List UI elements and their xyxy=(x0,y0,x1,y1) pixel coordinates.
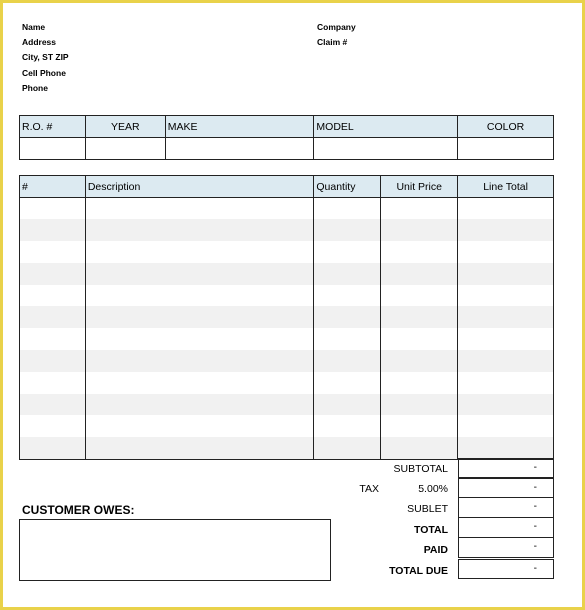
model-cell[interactable] xyxy=(314,138,458,160)
tax-label: TAX xyxy=(359,483,379,495)
item-number-header: # xyxy=(20,176,86,198)
make-cell[interactable] xyxy=(165,138,314,160)
table-row xyxy=(20,437,554,459)
unit-price-cell[interactable] xyxy=(381,198,458,220)
table-row xyxy=(20,350,554,372)
company-label: Company xyxy=(317,22,356,32)
line-items-table xyxy=(19,175,554,460)
total-due-label: TOTAL DUE xyxy=(389,565,448,577)
line-total-cell[interactable] xyxy=(458,350,554,372)
item-number-cell[interactable] xyxy=(20,350,86,372)
description-cell[interactable] xyxy=(85,372,314,394)
line-total-cell[interactable] xyxy=(458,394,554,416)
table-row xyxy=(20,263,554,285)
unit-price-cell[interactable] xyxy=(381,394,458,416)
table-row xyxy=(20,306,554,328)
unit-price-cell[interactable] xyxy=(381,219,458,241)
description-cell[interactable] xyxy=(85,350,314,372)
quantity-cell[interactable] xyxy=(314,372,381,394)
table-row xyxy=(20,198,554,220)
unit-price-header: Unit Price xyxy=(381,176,458,198)
description-cell[interactable] xyxy=(85,198,314,220)
tax-value: - xyxy=(458,478,554,498)
quantity-cell[interactable] xyxy=(314,415,381,437)
unit-price-cell[interactable] xyxy=(381,306,458,328)
paid-label: PAID xyxy=(423,544,448,556)
quantity-cell[interactable] xyxy=(314,241,381,263)
unit-price-cell[interactable] xyxy=(381,415,458,437)
unit-price-cell[interactable] xyxy=(381,263,458,285)
item-number-cell[interactable] xyxy=(20,263,86,285)
ro-number-cell[interactable] xyxy=(20,138,86,160)
item-number-cell[interactable] xyxy=(20,198,86,220)
model-header: MODEL xyxy=(314,116,458,138)
item-number-cell[interactable] xyxy=(20,437,86,459)
customer-owes-title: CUSTOMER OWES: xyxy=(22,503,135,517)
line-total-cell[interactable] xyxy=(458,415,554,437)
quantity-cell[interactable] xyxy=(314,394,381,416)
sublet-label: SUBLET xyxy=(407,503,448,515)
total-value: - xyxy=(458,518,554,538)
table-row xyxy=(20,241,554,263)
item-number-cell[interactable] xyxy=(20,415,86,437)
color-header: COLOR xyxy=(458,116,554,138)
address-label: Address xyxy=(22,37,57,47)
table-row xyxy=(20,415,554,437)
color-cell[interactable] xyxy=(458,138,554,160)
quantity-cell[interactable] xyxy=(314,350,381,372)
description-cell[interactable] xyxy=(85,306,314,328)
unit-price-cell[interactable] xyxy=(381,372,458,394)
year-cell[interactable] xyxy=(85,138,165,160)
line-total-header: Line Total xyxy=(458,176,554,198)
subtotal-label: SUBTOTAL xyxy=(393,463,448,475)
quantity-cell[interactable] xyxy=(314,306,381,328)
line-total-cell[interactable] xyxy=(458,241,554,263)
item-number-cell[interactable] xyxy=(20,285,86,307)
item-number-cell[interactable] xyxy=(20,372,86,394)
phone-label: Phone xyxy=(22,83,48,93)
total-label: TOTAL xyxy=(413,524,448,536)
description-cell[interactable] xyxy=(85,219,314,241)
customer-owes-box[interactable] xyxy=(19,519,331,581)
description-cell[interactable] xyxy=(85,241,314,263)
description-cell[interactable] xyxy=(85,437,314,459)
subtotal-value: - xyxy=(458,458,554,478)
description-cell[interactable] xyxy=(85,263,314,285)
vehicle-table xyxy=(19,115,554,160)
line-total-cell[interactable] xyxy=(458,372,554,394)
line-total-cell[interactable] xyxy=(458,328,554,350)
quantity-cell[interactable] xyxy=(314,328,381,350)
table-row xyxy=(20,328,554,350)
quantity-cell[interactable] xyxy=(314,263,381,285)
sublet-value[interactable]: - xyxy=(458,498,554,518)
line-total-cell[interactable] xyxy=(458,437,554,459)
item-number-cell[interactable] xyxy=(20,394,86,416)
item-number-cell[interactable] xyxy=(20,328,86,350)
city-state-zip-label: City, ST ZIP xyxy=(22,52,69,62)
description-cell[interactable] xyxy=(85,415,314,437)
claim-number-label: Claim # xyxy=(317,37,348,47)
description-cell[interactable] xyxy=(85,394,314,416)
make-header: MAKE xyxy=(165,116,314,138)
line-total-cell[interactable] xyxy=(458,263,554,285)
year-header: YEAR xyxy=(85,116,165,138)
item-number-cell[interactable] xyxy=(20,219,86,241)
paid-value[interactable]: - xyxy=(458,538,554,558)
description-cell[interactable] xyxy=(85,285,314,307)
description-header: Description xyxy=(85,176,314,198)
unit-price-cell[interactable] xyxy=(381,437,458,459)
unit-price-cell[interactable] xyxy=(381,241,458,263)
quantity-cell[interactable] xyxy=(314,198,381,220)
quantity-cell[interactable] xyxy=(314,285,381,307)
unit-price-cell[interactable] xyxy=(381,350,458,372)
table-row xyxy=(20,394,554,416)
line-total-cell[interactable] xyxy=(458,285,554,307)
table-row xyxy=(20,372,554,394)
line-total-cell[interactable] xyxy=(458,198,554,220)
table-row xyxy=(20,285,554,307)
cell-phone-label: Cell Phone xyxy=(22,68,66,78)
unit-price-cell[interactable] xyxy=(381,285,458,307)
quantity-cell[interactable] xyxy=(314,219,381,241)
ro-number-header: R.O. # xyxy=(20,116,86,138)
total-due-value: - xyxy=(458,559,554,579)
table-row xyxy=(20,219,554,241)
unit-price-cell[interactable] xyxy=(381,328,458,350)
quantity-cell[interactable] xyxy=(314,437,381,459)
tax-rate[interactable]: 5.00% xyxy=(418,483,448,495)
line-total-cell[interactable] xyxy=(458,306,554,328)
quantity-header: Quantity xyxy=(314,176,381,198)
item-number-cell[interactable] xyxy=(20,241,86,263)
name-label: Name xyxy=(22,22,46,32)
line-total-cell[interactable] xyxy=(458,219,554,241)
description-cell[interactable] xyxy=(85,328,314,350)
item-number-cell[interactable] xyxy=(20,306,86,328)
